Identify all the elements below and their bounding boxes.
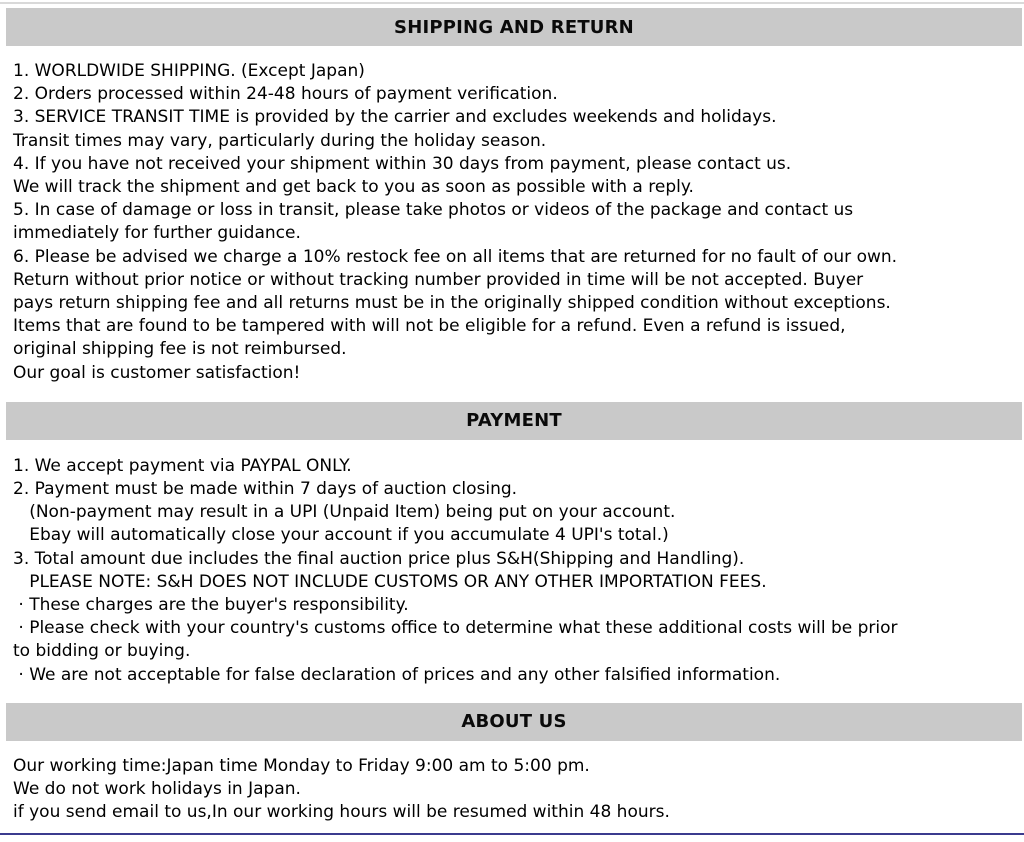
text-line: PLEASE NOTE: S&H DOES NOT INCLUDE CUSTOMS OR ANY OTHER IMPORTATION FEES.: [13, 571, 767, 592]
text-line: 2. Orders processed within 24-48 hours of payment verification.: [13, 84, 558, 105]
section-about-us: [0, 703, 1024, 825]
text-line: Return without prior notice or without tracking number provided in time will be not accepted. Buyer: [13, 269, 864, 290]
payment-header-bar: [6, 402, 1022, 440]
text-line: if you send email to us,In our working hours will be resumed within 48 hours.: [13, 802, 670, 823]
text-line: Items that are found to be tampered with will not be eligible for a refund. Even a refund is issued,: [13, 316, 846, 337]
section-body: [0, 60, 1024, 385]
text-line: 6. Please be advised we charge a 10% restock fee on all items that are returned for no fault of our own.: [13, 246, 898, 267]
section-title: ABOUT US: [461, 711, 567, 733]
bottom-divider: [0, 833, 1024, 835]
section-payment: [0, 402, 1024, 687]
text-line: pays return shipping fee and all returns must be in the originally shipped condition without exceptions.: [13, 293, 891, 314]
text-line: · Please check with your country's customs office to determine what these additional costs will be prior: [13, 618, 898, 639]
text-line: Our working time:Japan time Monday to Friday 9:00 am to 5:00 pm.: [13, 755, 590, 776]
text-line: immediately for further guidance.: [13, 223, 301, 244]
top-divider: [0, 2, 1024, 4]
text-line: · These charges are the buyer's responsibility.: [13, 595, 409, 616]
text-line: Ebay will automatically close your account if you accumulate 4 UPI's total.): [13, 525, 669, 546]
section-title: PAYMENT: [466, 410, 562, 432]
text-line: (Non-payment may result in a UPI (Unpaid Item) being put on your account.: [13, 502, 676, 523]
text-line: Transit times may vary, particularly during the holiday season.: [13, 130, 547, 151]
text-line: 5. In case of damage or loss in transit, please take photos or videos of the package and contact us: [13, 200, 854, 221]
section-body: [0, 455, 1024, 687]
text-line: to bidding or buying.: [13, 641, 191, 662]
text-line: 1. WORLDWIDE SHIPPING. (Except Japan): [13, 61, 365, 81]
section-shipping-and-return: [0, 8, 1024, 385]
text-line: 3. Total amount due includes the final auction price plus S&H(Shipping and Handling).: [13, 548, 745, 569]
text-line: 4. If you have not received your shipment within 30 days from payment, please contact us.: [13, 153, 792, 174]
text-line: 2. Payment must be made within 7 days of auction closing.: [13, 479, 518, 500]
text-line: We do not work holidays in Japan.: [13, 779, 301, 800]
text-line: original shipping fee is not reimbursed.: [13, 339, 347, 360]
section-title: SHIPPING AND RETURN: [394, 16, 634, 38]
section-body: [0, 755, 1024, 825]
text-line: 1. We accept payment via PAYPAL ONLY.: [13, 455, 352, 476]
text-line: · We are not acceptable for false declaration of prices and any other falsified information.: [13, 664, 781, 685]
text-line: We will track the shipment and get back to you as soon as possible with a reply.: [13, 177, 694, 198]
about-us-header-bar: [6, 703, 1022, 741]
shipping-and-return-header-bar: [6, 8, 1022, 46]
text-line: 3. SERVICE TRANSIT TIME is provided by the carrier and excludes weekends and holidays.: [13, 107, 777, 128]
text-line: Our goal is customer satisfaction!: [13, 362, 301, 383]
